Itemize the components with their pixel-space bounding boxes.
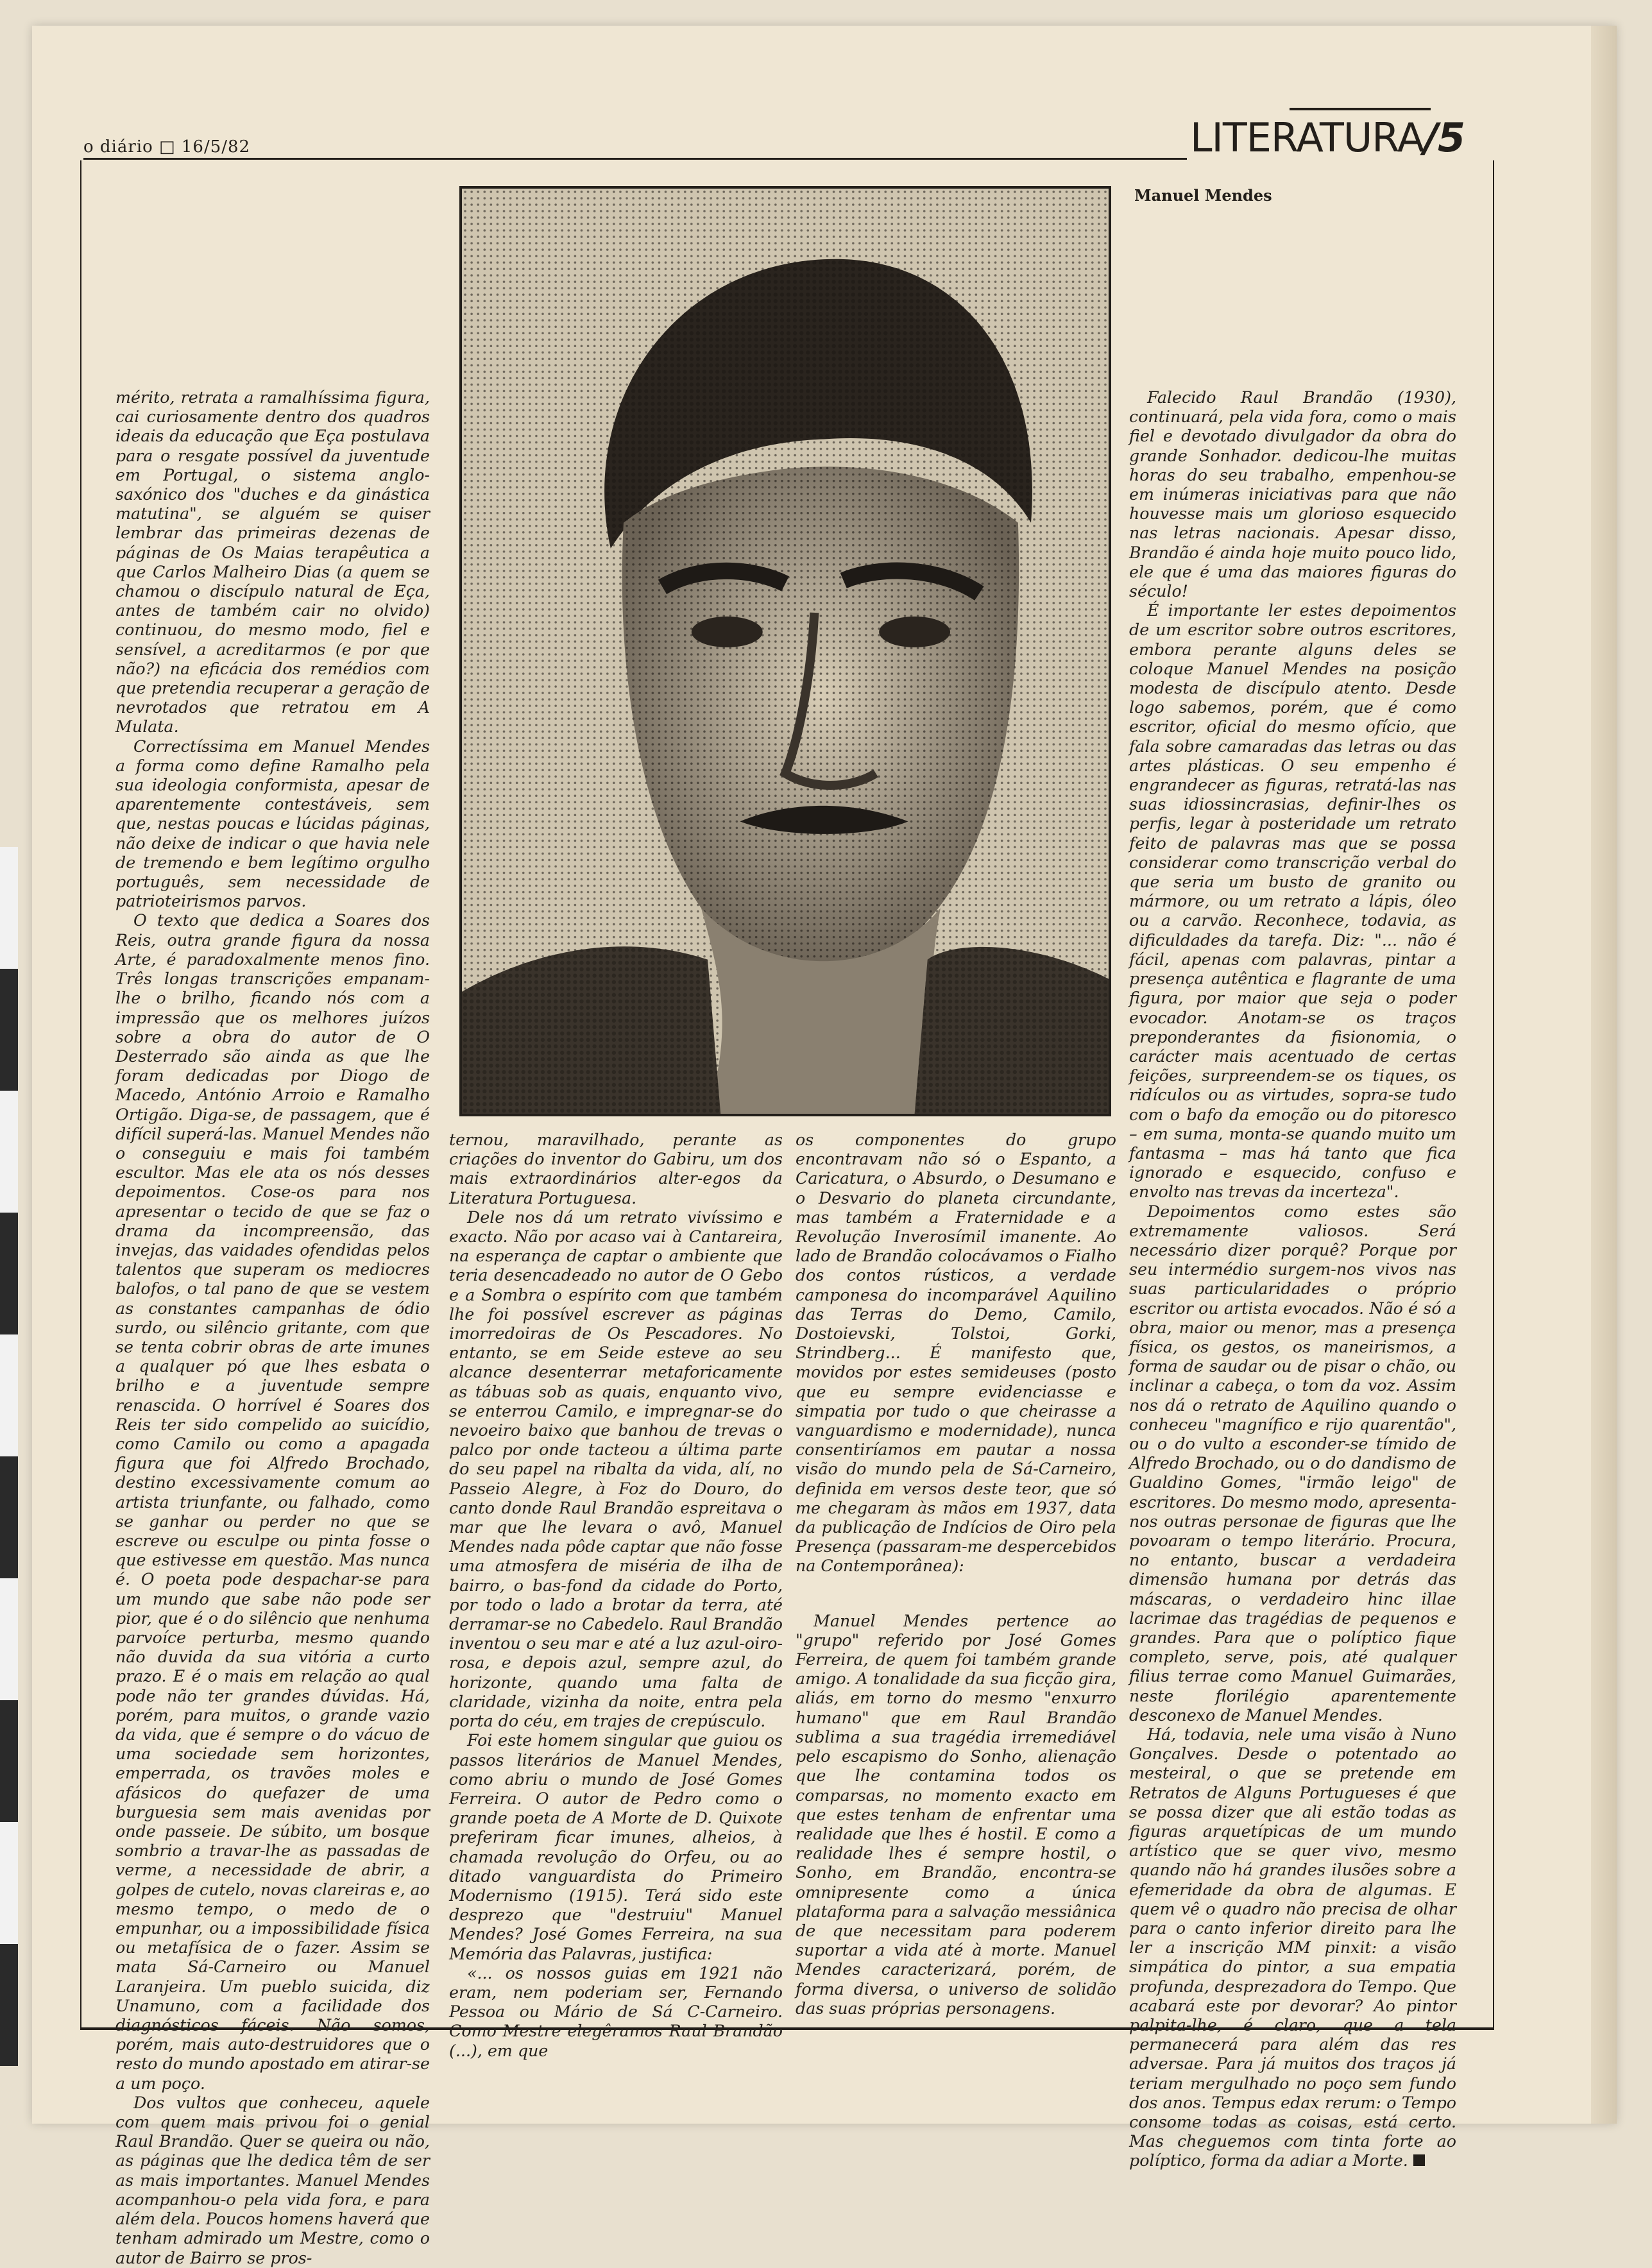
paragraph: Dos vultos que conheceu, aquele com quem mais privou foi o genial Raul Brandão. Quer se queira ou não, as páginas que lhe dedica têm de ser as mais importantes. Manuel Mendes acompanhou-o pela vida fora, e para além dela. Poucos homens haverá que tenham admirado um Mestre, como o autor de Bairro se pros- (115, 2093, 430, 2267)
paragraph (1129, 1725, 1456, 2171)
page-header (83, 103, 1495, 160)
portrait-photo (459, 186, 1111, 1116)
portrait-photo-icon (462, 189, 1109, 1114)
paragraph: Manuel Mendes pertence ao "grupo" referido por José Gomes Ferreira, de quem foi também grande amigo. A tonalidade da sua ficção gira, aliás, em torno do mesmo "enxurro humano" que em Raul Brandão sublima a sua tragédia irremediável pelo escapismo do Sonho, alienação que lhe contamina todos os comparsas, no momento exacto em que estes tenham de enfrentar uma realidade que lhes é hostil. E como a realidade lhes é sempre hostil, o Sonho, em Brandão, encontra-se omnipresente como a única plataforma para a salvação messiânica de que necessitam para poderem suportar a vida até à morte. Manuel Mendes caracterizará, porém, de forma diversa, o universo de solidão das suas próprias personagens. (796, 1611, 1116, 2018)
article-column-3 (796, 1130, 1116, 2018)
paragraph: O texto que dedica a Soares dos Reis, outra grande figura da nossa Arte, é paradoxalmente menos fino. Três longas transcrições empanam-lhe o brilho, ficando nós com a impressão que os melhores juízos sobre a obra do autor de O Desterrado são ainda as que lhe foram dedicadas por Diogo de Macedo, António Arroio e Ramalho Ortigão. Diga-se, de passagem, que é difícil superá-las. Manuel Mendes não o conseguiu e mais foi também escultor. Mas ele ata os nós desses depoimentos. Cose-os para nos apresentar o tecido de que se faz o drama da incompreensão, das invejas, das vaidades ofendidas pelos talentos que superam os mediocres balofos, o tal pano de que se vestem as constantes campanhas de ódio surdo, ou silêncio gritante, com que se tenta cobrir obras de arte imunes a qualquer pó que lhes esbata o brilho e a juventude sempre renascida. O horrível é Soares dos Reis ter sido compelido ao suicídio, como Camilo ou como a apagada figura que foi Alfredo Brochado, destino excessivamente comum ao artista triunfante, ou falhado, como se ganhar ou perder no que se escreve ou esculpe ou pinta fosse o que estivesse em questão. Mas nunca é. O poeta pode despachar-se para um mundo que sabe não pode ser pior, que é o do silêncio que nenhuma parvoíce perturba, mesmo quando não duvida da sua vitória a curto prazo. E é o mais em relação ao qual pode não ter grandes dúvidas. Há, porém, para muitos, o grande vazio da vida, que é sempre o do vácuo de uma sociedade sem horizontes, emperrada, os travões moles e afásicos do quefazer de uma burguesia sem mais avenidas por onde passeie. De súbito, um bosque sombrio a travar-lhe as passadas de verme, a necessidade de abrir, a golpes de cutelo, novas clareiras e, ao mesmo tempo, o medo de o empunhar, ou a impossibilidade física ou metafísica de o fazer. Assim se mata Sá-Carneiro ou Manuel Laranjeira. Um pueblo suicida, diz Unamuno, com a facilidade dos diagnósticos fáceis. Não somos, porém, mais auto-destruidores que o resto do mundo apostado em atirar-se a um poço. (115, 911, 430, 2093)
paragraph: ternou, maravilhado, perante as criações do inventor do Gabiru, um dos mais extraordinários alter-egos da Literatura Portuguesa. (449, 1130, 783, 1207)
paragraph: mérito, retrata a ramalhíssima figura, cai curiosamente dentro dos quadros ideais da educação que Eça postulava para o resgate possível da juventude em Portugal, o sistema anglo-saxónico dos "duches e da ginástica matutina", se alguém se quiser lembrar das primeiras dezenas de páginas de Os Maias terapêutica a que Carlos Malheiro Dias (a quem se chamou o discípulo natural de Eça, antes de também cair no olvido) continuou, do mesmo modo, fiel e sensível, a acreditarmos (e por que não?) na eficácia dos remédios com que pretendia recuperar a geração de nevrotados que retratou em A Mulata. (115, 388, 430, 737)
section-title (1190, 114, 1465, 161)
article-column-4 (1129, 388, 1456, 2170)
dateline: o diário □ 16/5/82 (83, 137, 251, 157)
page-number: /5 (1424, 114, 1465, 161)
calibration-strip (0, 847, 18, 2066)
byline: Manuel Mendes (1134, 186, 1272, 205)
paragraph: «... os nossos guias em 1921 não eram, nem poderiam ser, Fernando Pessoa ou Mário de Sá C-Carneiro. Como Mestre elegêramos Raul Brandão (...), em que (449, 1963, 783, 2060)
paragraph: Correctíssima em Manuel Mendes a forma como define Ramalho pela sua ideologia conformista, apesar de aparentemente contestáveis, sem que, nestas poucas e lúcidas páginas, não deixe de indicar o que havia nele de tremendo e bem legítimo orgulho português, sem necessidade de patrioteirismos parvos. (115, 737, 430, 911)
header-rule (83, 158, 1187, 160)
page-fold-edge (1591, 26, 1617, 2124)
paragraph: Foi este homem singular que guiou os passos literários de Manuel Mendes, como abriu o mundo de José Gomes Ferreira. O autor de Pedro como o grande poeta de A Morte de D. Quixote preferiram ficar imunes, alheios, à chamada revolução do Orfeu, ou ao ditado vanguardista do Primeiro Modernismo (1915). Terá sido este desprezo que "destruiu" Manuel Mendes? José Gomes Ferreira, na sua Memória das Palavras, justifica: (449, 1731, 783, 1963)
article-column-1 (115, 388, 430, 2267)
paragraph: Depoimentos como estes são extremamente valiosos. Será necessário dizer porquê? Porque por seu intermédio surgem-nos vivos nas suas particularidades o próprio escritor ou artista evocados. Não é só a obra, maior ou menor, mas a presença física, os gestos, os maneirismos, a forma de saudar ou de pisar o chão, ou inclinar a cabeça, o tom da voz. Assim nos dá o retrato de Aquilino quando o conheceu "magnífico e rijo quarentão", ou o do vulto a esconder-se tímido de Alfredo Brochado, ou o do dandismo de Gualdino Gomes, "irmão leigo" de escritores. Do mesmo modo, apresenta-nos outras personae de figuras que lhe povoaram o tempo literário. Procura, no entanto, buscar a verdadeira dimensão humana por detrás das máscaras, o verdadeiro hinc illae lacrimae das tragédias de pequenos e grandes. Para que o políptico fique completo, serve, pois, até qualquer filius terrae como Manuel Guimarães, neste florilégio aparentemente desconexo de Manuel Mendes. (1129, 1202, 1456, 1725)
paragraph: os componentes do grupo encontravam não só o Espanto, a Caricatura, o Absurdo, o Desumano e o Desvario do planeta circundante, mas também a Fraternidade e a Revolução Inverosímil imanente. Ao lado de Brandão colocávamos o Fialho dos contos rústicos, a verdade camponesa do incomparável Aquilino das Terras do Demo, Camilo, Dostoievski, Tolstoi, Gorki, Strindberg... É manifesto que, movidos por estes semideuses (posto que eu sempre evidenciasse e simpatia por tudo o que cheirasse a vanguardismo e modernidade), nunca consentiríamos em pautar a nossa visão do mundo pela de Sá-Carneiro, definida em versos deste teor, que só me chegaram às mãos em 1937, data da publicação de Indícios de Oiro pela Presença (passaram-me despercebidos na Contemporânea): (796, 1130, 1116, 1576)
end-mark-icon (1413, 2154, 1425, 2166)
paragraph: É importante ler estes depoimentos de um escritor sobre outros escritores, embora perante alguns deles se coloque Manuel Mendes na posição modesta de discípulo atento. Desde logo sabemos, porém, que é como escritor, oficial do mesmo ofício, que fala sobre camaradas das letras ou das artes plásticas. O seu empenho é engrandecer as figuras, retratá-las nas suas idiossincrasias, definir-lhes os perfis, legar à posteridade um retrato feito de palavras mas que se possa considerar como transcrição verbal do que seria um busto de granito ou mármore, ou um retrato a lápis, óleo ou a carvão. Reconhece, todavia, as dificuldades da tarefa. Diz: "... não é fácil, apenas com palavras, pintar a presença autêntica e flagrante de uma figura, por maior que seja o poder evocador. Anotam-se os traços preponderantes da fisionomia, o carácter mais acentuado de certas feições, surpreendem-se os tiques, os ridículos ou as virtudes, sopra-se tudo com o bafo da emoção ou do pitoresco – em suma, monta-se quando muito um fantasma – mas há tanto que fica ignorado e esquecido, confuso e envolto nas trevas da incerteza". (1129, 601, 1456, 1202)
section-overline (1290, 108, 1431, 110)
paragraph: Falecido Raul Brandão (1930), continuará, pela vida fora, como o mais fiel e devotado divulgador da obra do grande Sonhador. dedicou-lhe muitas horas do seu trabalho, empenhou-se em inúmeras iniciativas para que não houvesse mais um glorioso esquecido nas letras nacionais. Apesar disso, Brandão é ainda hoje muito pouco lido, ele que é uma das maiores figuras do século! (1129, 388, 1456, 601)
paragraph-text: Há, todavia, nele uma visão à Nuno Gonçalves. Desde o potentado ao mesteiral, o que se pretende em Retratos de Alguns Portugueses é que se possa dizer que ali estão todas as figuras arquetípicas de um mundo artístico que se quer vivo, mesmo quando não há grandes ilusões sobre a efemeridade da obra de algumas. E quem vê o quadro não precisa de olhar para o canto inferior direito para lhe ler a inscrição MM pinxit: a visão simpática do pintor, a sua empatia profunda, desprezadora do Tempo. Que acabará este por devorar? Ao pintor palpita-lhe, é claro, que a tela permanecerá para além das res adversae. Para já muitos dos traços já teriam mergulhado no poço sem fundo dos anos. Tempus edax rerum: o Tempo consome todas as coisas, está certo. Mas cheguemos com tinta forte ao políptico, forma da adiar a Morte. (1129, 1725, 1456, 2170)
article-column-2 (449, 1130, 783, 2060)
paragraph: Dele nos dá um retrato vivíssimo e exacto. Não por acaso vai à Cantareira, na esperança de captar o ambiente que teria desencadeado no autor de O Gebo e a Sombra o espírito com que também lhe foi possível escrever as páginas imorredoiras de Os Pescadores. No entanto, se em Seide esteve ao seu alcance desenterrar metaforicamente as tábuas sob as quais, enquanto vivo, se enterrou Camilo, e impregnar-se do nevoeiro baixo que banhou de trevas o palco por onde tacteou a última parte do seu papel na ribalta da vida, alí, no Passeio Alegre, à Foz do Douro, do canto donde Raul Brandão espreitava o mar que lhe levara o avô, Manuel Mendes nada pôde captar que não fosse uma atmosfera de miséria de ilha de bairro, o bas-fond da cidade do Porto, por todo o lado a brotar da terra, até derramar-se no Cabedelo. Raul Brandão inventou o seu mar e até a luz azul-oiro-rosa, e depois azul, sempre azul, do horizonte, quando uma falta de claridade, vizinha da noite, entra pela porta do céu, em trajes de crepúsculo. (449, 1207, 783, 1731)
section-name: LITERATURA (1190, 114, 1424, 161)
